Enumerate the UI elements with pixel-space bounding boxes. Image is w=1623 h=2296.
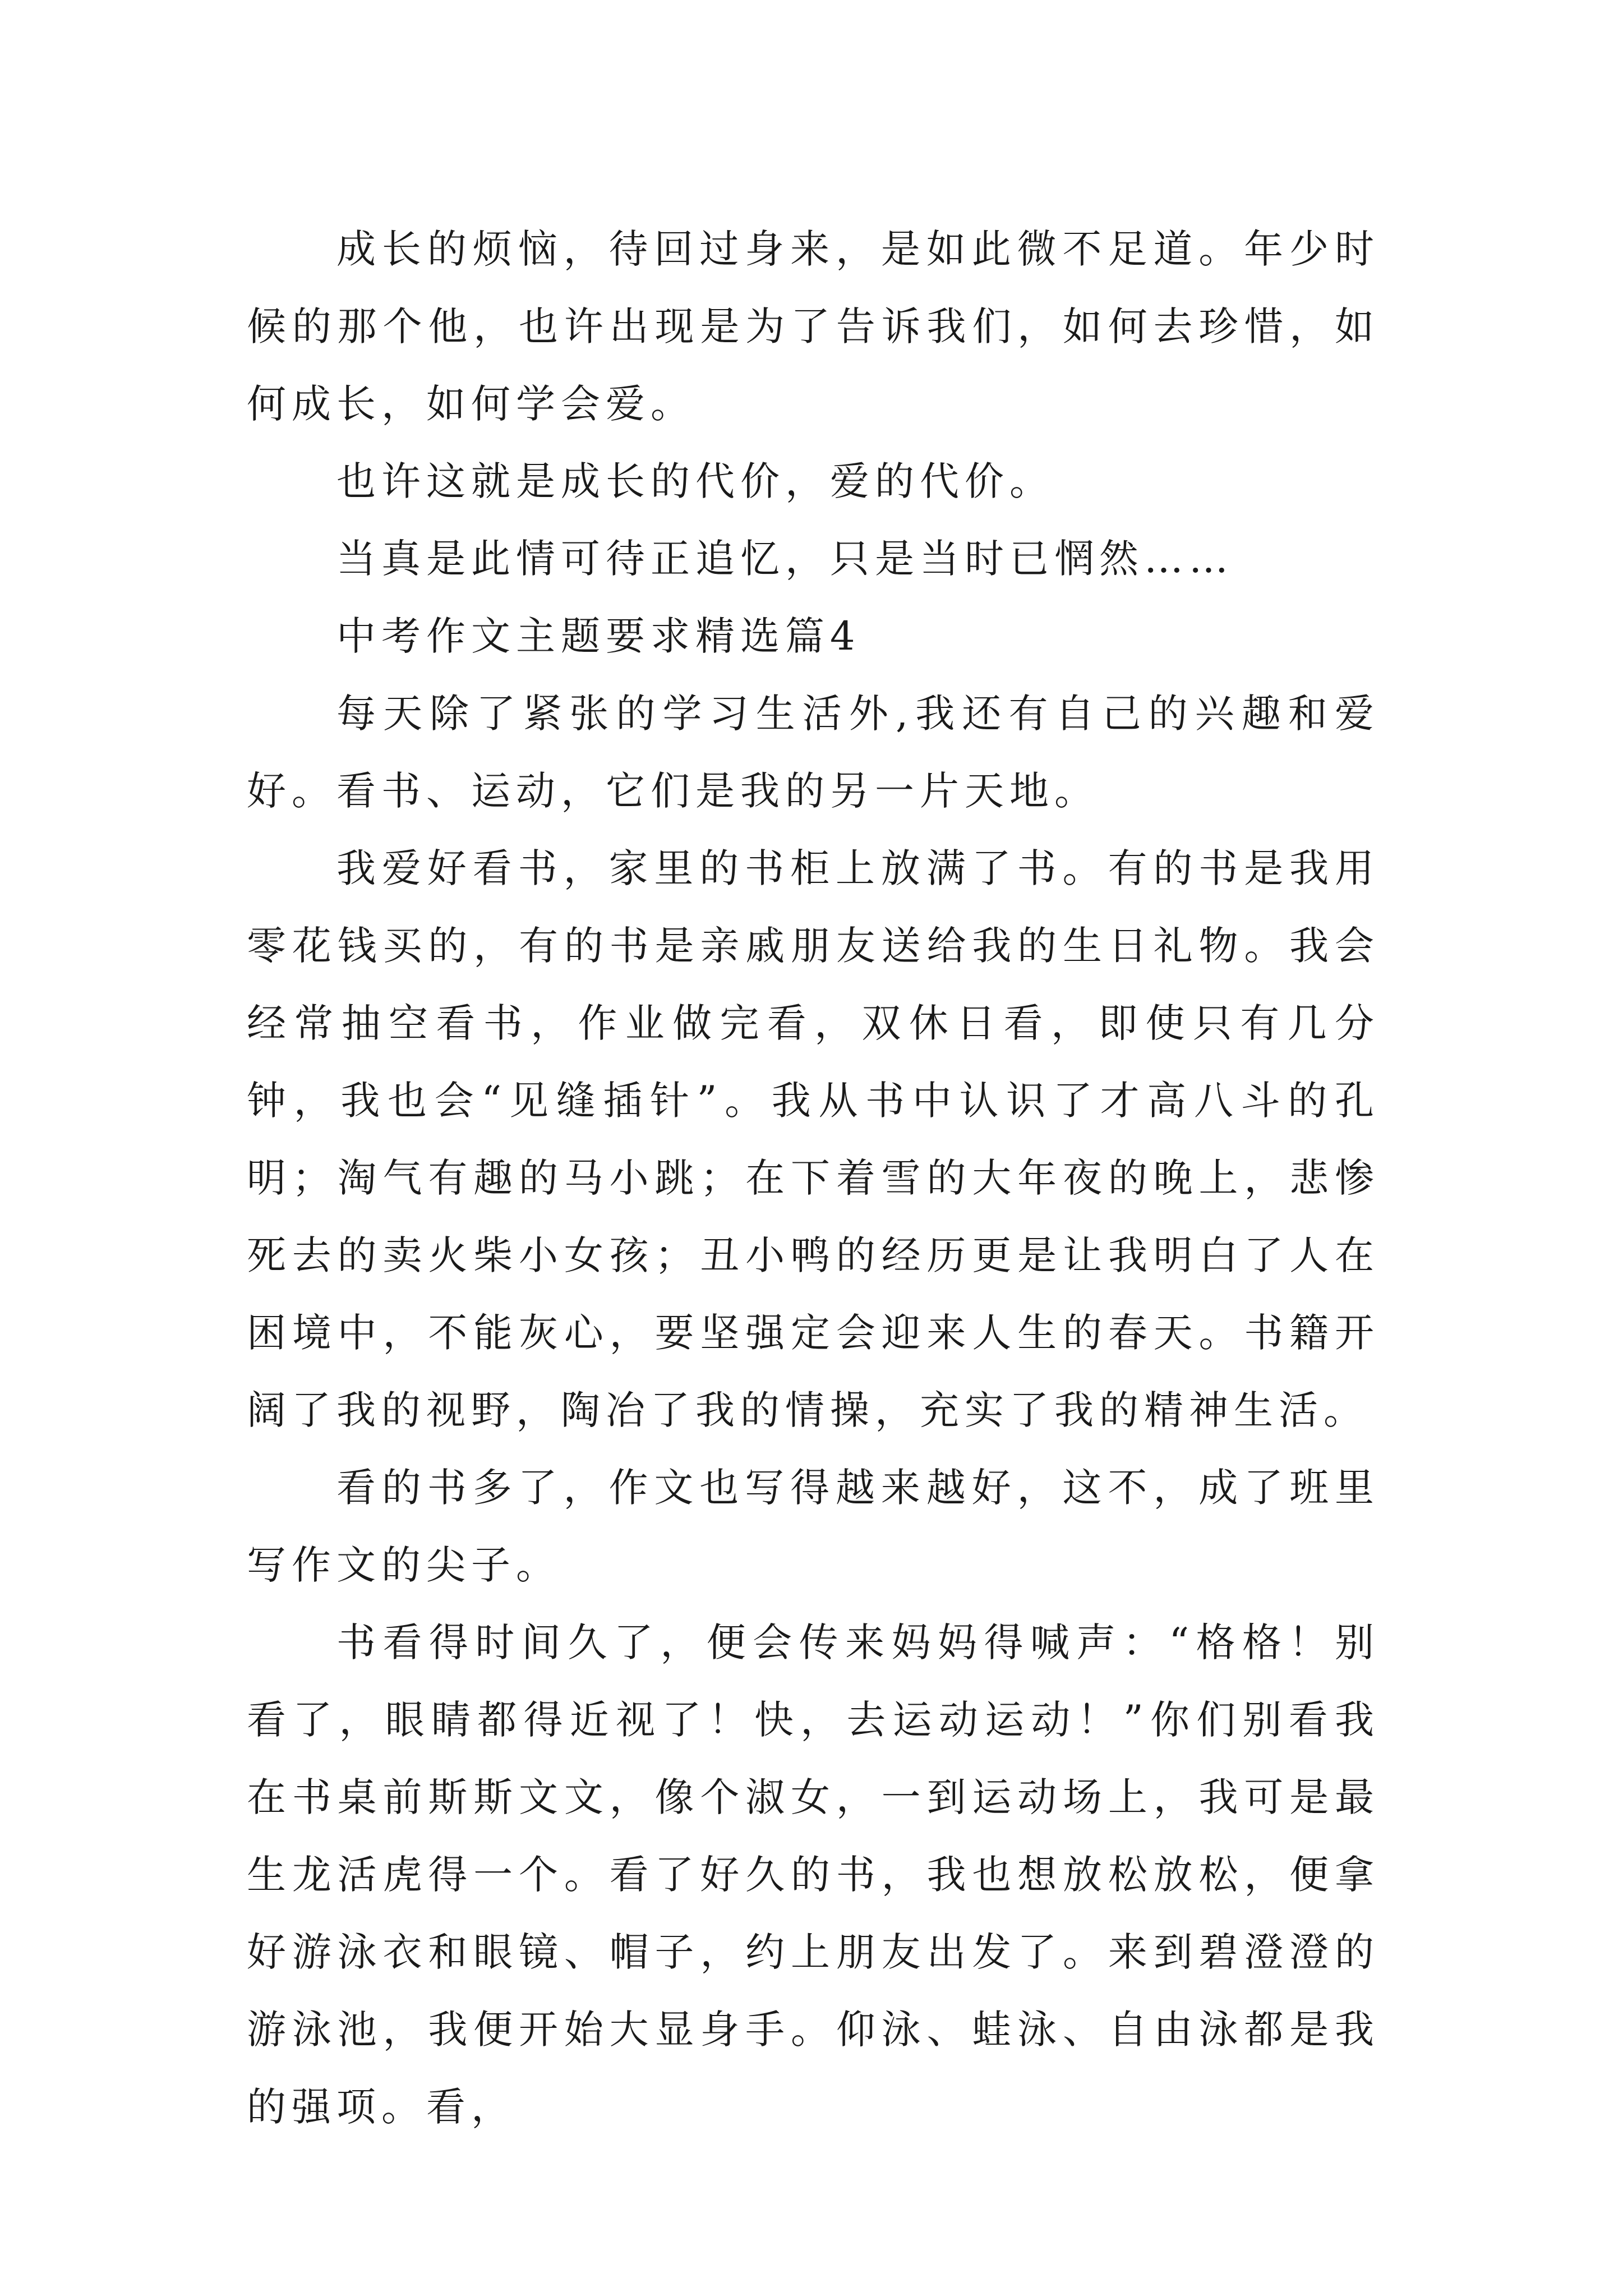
paragraph-5: 每天除了紧张的学习生活外,我还有自己的兴趣和爱好。看书、运动，它们是我的另一片天地。 — [247, 691, 1380, 814]
body-text — [247, 210, 1380, 2146]
paragraph-7: 看的书多了，作文也写得越来越好，这不，成了班里写作文的尖子。 — [247, 1465, 1380, 1588]
paragraph-3: 当真是此情可待正追忆，只是当时已惘然…… — [336, 536, 1234, 582]
section-heading: 中考作文主题要求精选篇4 — [336, 613, 861, 659]
paragraph-6: 我爱好看书，家里的书柜上放满了书。有的书是我用零花钱买的，有的书是亲戚朋友送给我的生日礼物。我会经常抽空看书，作业做完看，双休日看，即使只有几分钟，我也会“见缝插针”。我从书中认识了才高八斗的孔明；淘气有趣的马小跳；在下着雪的大年夜的晚上，悲惨死去的卖火柴小女孩；丑小鸭的经历更是让我明白了人在困境中，不能灰心，要坚强定会迎来人生的春天。书籍开阔了我的视野，陶冶了我的情操，充实了我的精神生活。 — [247, 845, 1380, 1433]
paragraph-2: 也许这就是成长的代价，爱的代价。 — [336, 458, 1054, 504]
paragraph-8: 书看得时间久了，便会传来妈妈得喊声：“格格！别看了，眼睛都得近视了！快，去运动运动！”你们别看我在书桌前斯斯文文，像个淑女，一到运动场上，我可是最生龙活虎得一个。看了好久的书，我也想放松放松，便拿好游泳衣和眼镜、帽子，约上朋友出发了。来到碧澄澄的游泳池，我便开始大显身手。仰泳、蛙泳、自由泳都是我的强项。看， — [247, 1619, 1380, 2130]
paragraph-1: 成长的烦恼，待回过身来，是如此微不足道。年少时候的那个他，也许出现是为了告诉我们，如何去珍惜，如何成长，如何学会爱。 — [247, 226, 1380, 427]
